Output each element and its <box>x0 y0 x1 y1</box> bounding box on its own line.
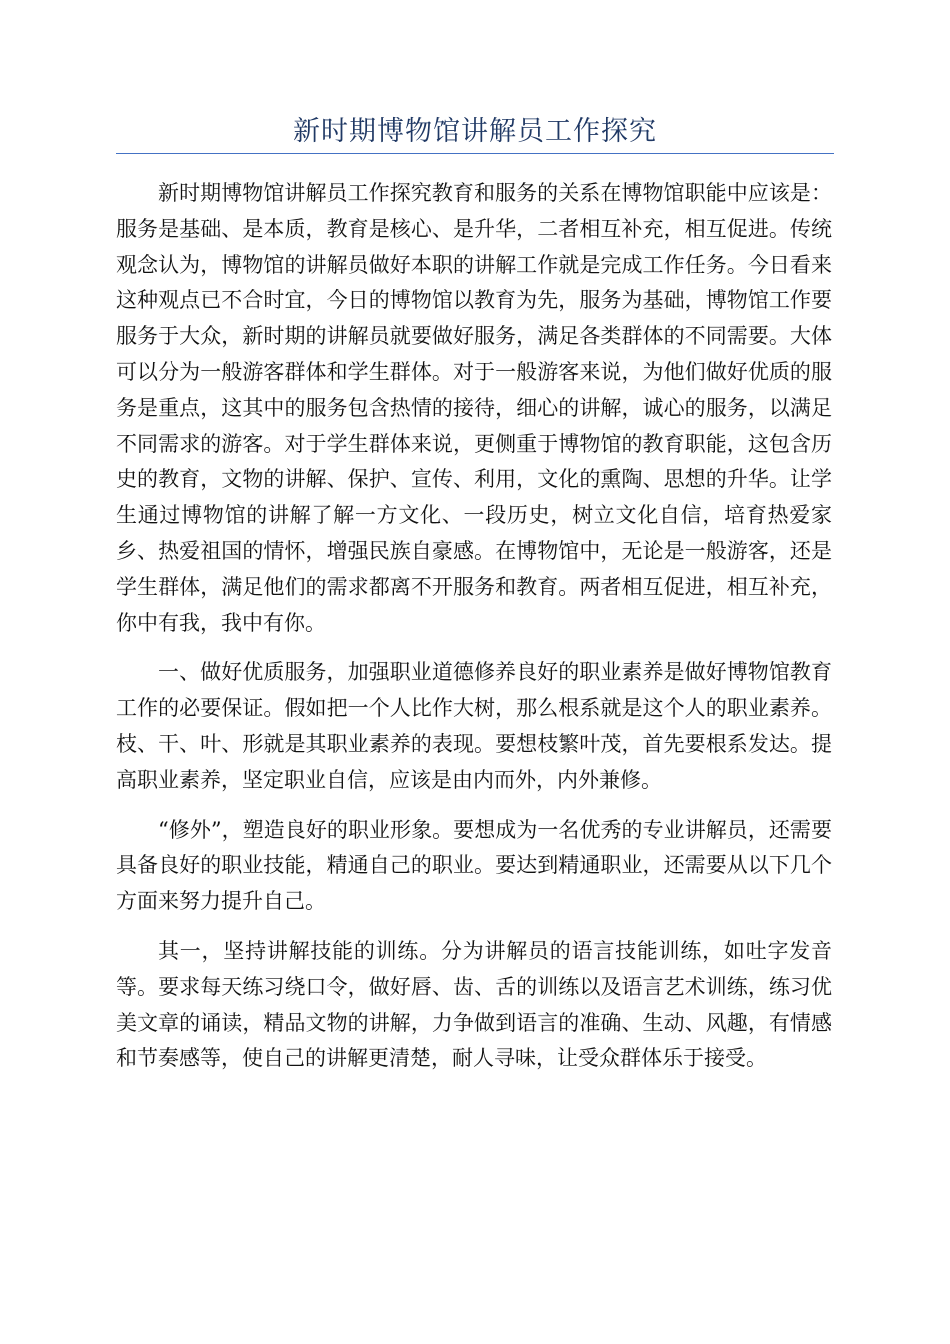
title-underline <box>116 153 834 154</box>
paragraph-3: “修外”，塑造良好的职业形象。要想成为一名优秀的专业讲解员，还需要具备良好的职业技能，精通自己的职业。要达到精通职业，还需要从以下几个方面来努力提升自己。 <box>116 817 832 914</box>
paragraph-4: 其一，坚持讲解技能的训练。分为讲解员的语言技能训练，如吐字发音等。要求每天练习绕口令，做好唇、齿、舌的训练以及语言艺术训练，练习优美文章的诵读，精品文物的讲解，力争做到语言的准确、生动、风趣，有情感和节奏感等，使自己的讲解更清楚，耐人寻味，让受众群体乐于接受。 <box>116 938 832 1071</box>
paragraph-2: 一、做好优质服务，加强职业道德修养良好的职业素养是做好博物馆教育工作的必要保证。假如把一个人比作大树，那么根系就是这个人的职业素养。枝、干、叶、形就是其职业素养的表现。要想枝繁叶茂，首先要根系发达。提高职业素养，坚定职业自信，应该是由内而外，内外兼修。 <box>116 660 832 792</box>
document-body <box>116 176 832 1091</box>
paragraph-1: 新时期博物馆讲解员工作探究教育和服务的关系在博物馆职能中应该是：服务是基础、是本质，教育是核心、是升华，二者相互补充，相互促进。传统观念认为，博物馆的讲解员做好本职的讲解工作就是完成工作任务。今日看来这种观点已不合时宜，今日的博物馆以教育为先，服务为基础，博物馆工作要服务于大众，新时期的讲解员就要做好服务，满足各类群体的不同需要。大体可以分为一般游客群体和学生群体。对于一般游客来说，为他们做好优质的服务是重点，这其中的服务包含热情的接待，细心的讲解，诚心的服务，以满足不同需求的游客。对于学生群体来说，更侧重于博物馆的教育职能，这包含历史的教育，文物的讲解、保护、宣传、利用，文化的熏陶、思想的升华。让学生通过博物馆的讲解了解一方文化、一段历史，树立文化自信，培育热爱家乡、热爱祖国的情怀，增强民族自豪感。在博物馆中，无论是一般游客，还是学生群体，满足他们的需求都离不开服务和教育。两者相互促进，相互补充，你中有我，我中有你。 <box>116 181 832 635</box>
document-title: 新时期博物馆讲解员工作探究 <box>293 116 657 147</box>
